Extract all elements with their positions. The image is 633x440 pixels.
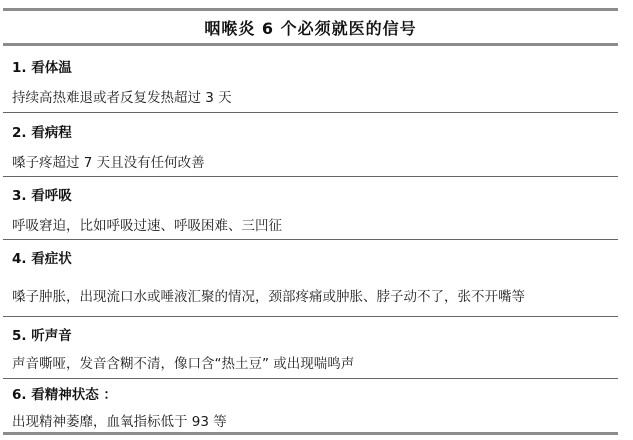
section-text: 声音嘶哑，发音含糊不清，像口含“热土豆” 或出现喘鸣声 bbox=[12, 356, 355, 372]
section-symptoms bbox=[3, 240, 618, 317]
section-text: 呼吸窘迫，比如呼吸过速、呼吸困难、三凹征 bbox=[12, 218, 282, 234]
section-heading: 4. 看症状 bbox=[12, 251, 72, 267]
section-body-temperature bbox=[3, 46, 618, 113]
section-text: 出现精神萎靡，血氧指标低于 93 等 bbox=[12, 414, 227, 430]
section-disease-course bbox=[3, 113, 618, 177]
title-bar bbox=[3, 8, 618, 46]
section-breathing bbox=[3, 177, 618, 240]
section-heading: 1. 看体温 bbox=[12, 60, 72, 76]
section-voice bbox=[3, 317, 618, 379]
section-heading: 3. 看呼吸 bbox=[12, 188, 72, 204]
section-text: 持续高热难退或者反复发热超过 3 天 bbox=[12, 90, 232, 106]
section-text: 嗓子肿胀，出现流口水或唾液汇聚的情况，颈部疼痛或肿胀、脖子动不了，张不开嘴等 bbox=[12, 289, 525, 305]
section-heading: 6. 看精神状态 ： bbox=[12, 387, 117, 403]
document-title: 咽喉炎 6 个必须就医的信号 bbox=[204, 18, 417, 38]
section-heading: 5. 听声音 bbox=[12, 328, 72, 344]
section-mental-state bbox=[3, 379, 618, 435]
section-text: 嗓子疼超过 7 天且没有任何改善 bbox=[12, 155, 205, 171]
section-heading: 2. 看病程 bbox=[12, 125, 72, 141]
